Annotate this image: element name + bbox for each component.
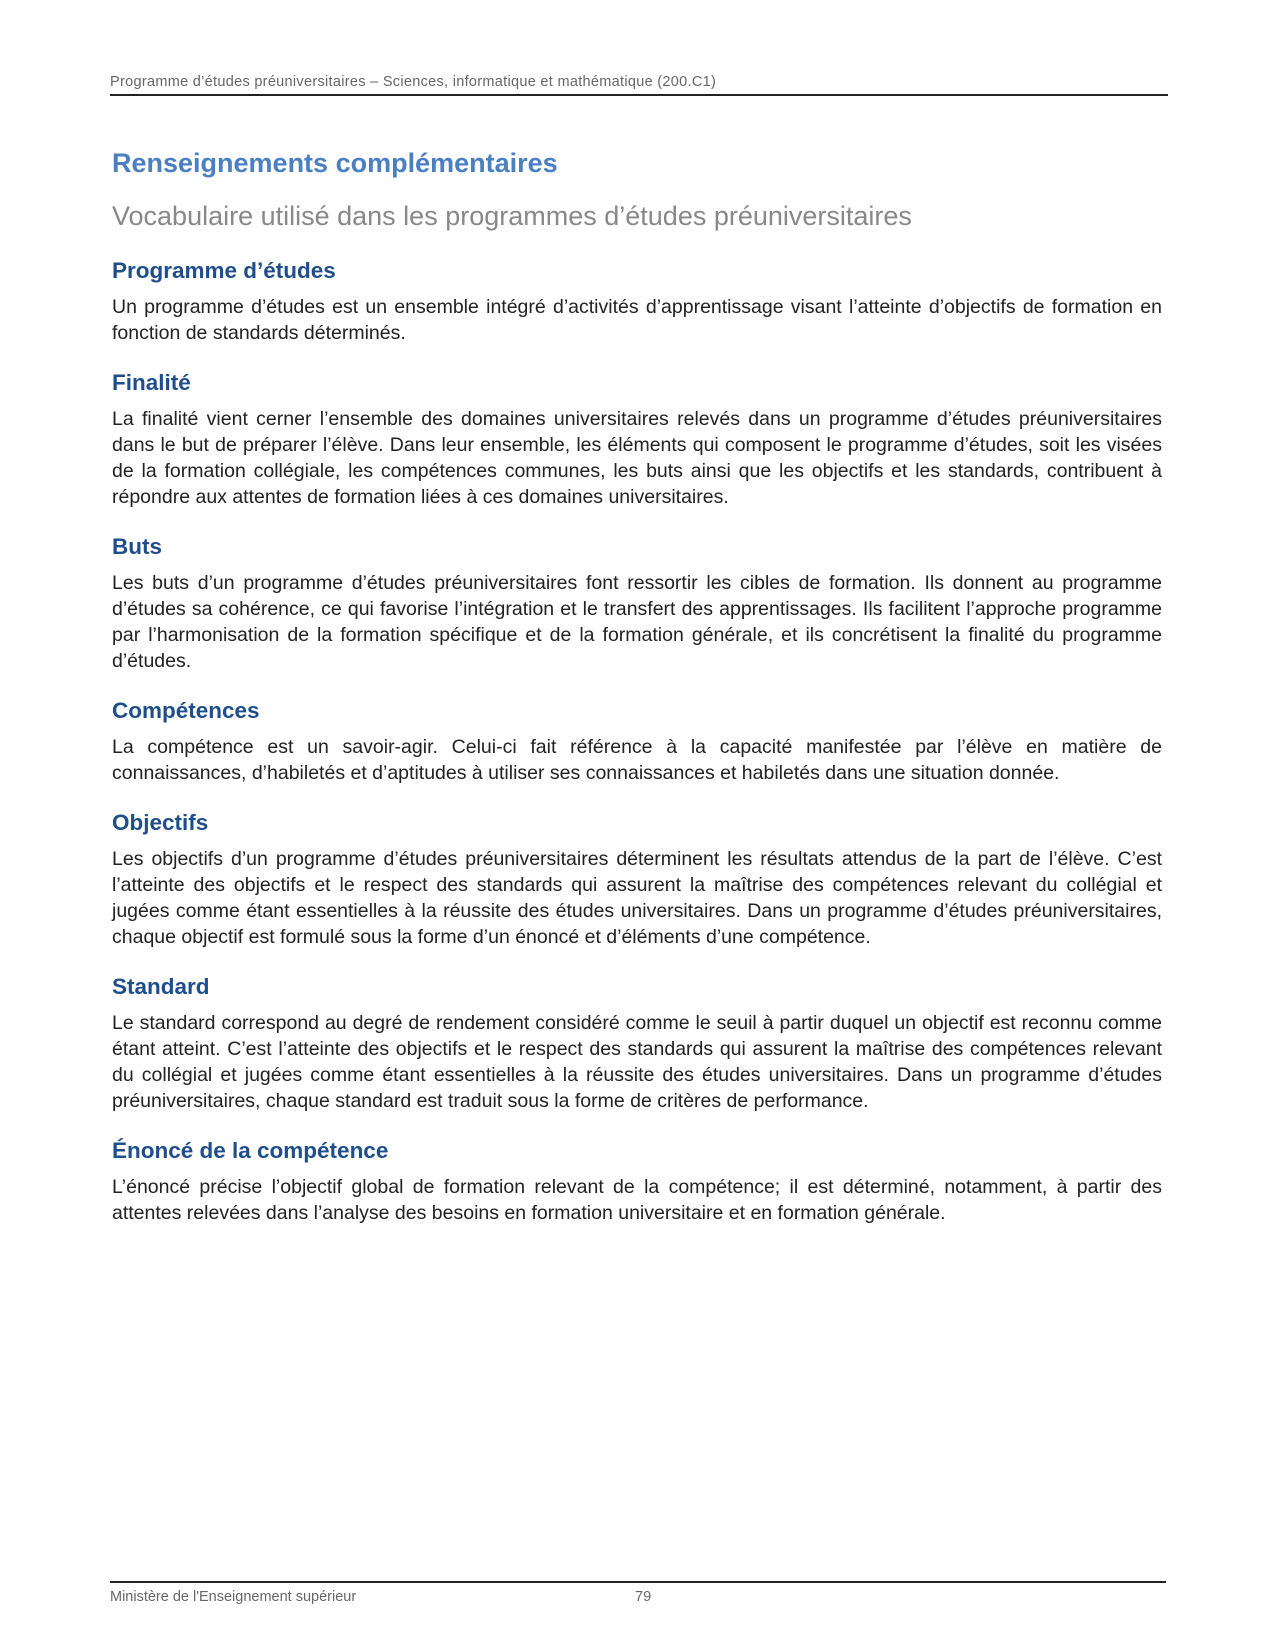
section-text: Le standard correspond au degré de rendement considéré comme le seuil à partir duquel un objectif est reconnu comme étant atteint. C’est l’atteinte des objectifs et le respect des standards qui assurent la maîtrise des compétences relevant du collégial et jugées comme étant essentielles à la réussite des études universitaires. Dans un programme d’études préuniversitaires, chaque standard est traduit sous la forme de critères de performance. xyxy=(112,1012,1162,1112)
page-subtitle: Vocabulaire utilisé dans les programmes d’études préuniversitaires xyxy=(112,201,912,231)
section-heading: Finalité xyxy=(112,370,191,395)
section-text: La finalité vient cerner l’ensemble des domaines universitaires relevés dans un programme d’études préuniversitaires dans le but de préparer l’élève. Dans leur ensemble, les éléments qui composent le programme d’études, soit les visées de la formation collégiale, les compétences communes, les buts ainsi que les objectifs et les standards, contribuent à répondre aux attentes de formation liées à ces domaines universitaires. xyxy=(112,408,1162,508)
section xyxy=(112,698,1162,786)
section xyxy=(112,258,1162,346)
section-heading: Énoncé de la compétence xyxy=(112,1138,389,1163)
footer xyxy=(110,1581,1166,1605)
section-text: Les buts d’un programme d’études préuniversitaires font ressortir les cibles de formation. Ils donnent au programme d’études sa cohérence, ce qui favorise l’intégration et le transfert des apprentissages. Ils facilitent l’approche programme par l’harmonisation de la formation spécifique et de la formation générale, et ils concrétisent la finalité du programme d’études. xyxy=(112,572,1162,672)
section-text: Un programme d’études est un ensemble intégré d’activités d’apprentissage visant l’atteinte d’objectifs de formation en fonction de standards déterminés. xyxy=(112,296,1162,344)
section xyxy=(112,370,1162,510)
section-heading: Objectifs xyxy=(112,810,209,835)
running-header: Programme d’études préuniversitaires – Sciences, informatique et mathématique (200.C1) xyxy=(110,74,1168,96)
section xyxy=(112,534,1162,674)
section-heading: Programme d’études xyxy=(112,258,336,283)
section-heading: Standard xyxy=(112,974,210,999)
footer-publisher: Ministère de l'Enseignement supérieur xyxy=(110,1589,357,1605)
section-text: La compétence est un savoir-agir. Celui-ci fait référence à la capacité manifestée par l’élève en matière de connaissances, d’habiletés et d’aptitudes à utiliser ses connaissances et habiletés dans une situation donnée. xyxy=(112,736,1162,784)
section-text: L’énoncé précise l’objectif global de formation relevant de la compétence; il est déterminé, notamment, à partir des attentes relevées dans l’analyse des besoins en formation universitaire et en formation générale. xyxy=(112,1176,1162,1224)
page-number: 79 xyxy=(635,1589,652,1605)
section xyxy=(112,810,1162,950)
section-heading: Compétences xyxy=(112,698,260,723)
section-heading: Buts xyxy=(112,534,162,559)
content xyxy=(112,148,1162,1250)
section xyxy=(112,1138,1162,1226)
section-text: Les objectifs d’un programme d’études préuniversitaires déterminent les résultats attendus de la part de l’élève. C’est l’atteinte des objectifs et le respect des standards qui assurent la maîtrise des compétences relevant du collégial et jugées comme étant essentielles à la réussite des études universitaires. Dans un programme d’études préuniversitaires, chaque objectif est formulé sous la forme d’un énoncé et d’éléments d’une compétence. xyxy=(112,848,1162,948)
section xyxy=(112,974,1162,1114)
page-title: Renseignements complémentaires xyxy=(112,148,558,178)
